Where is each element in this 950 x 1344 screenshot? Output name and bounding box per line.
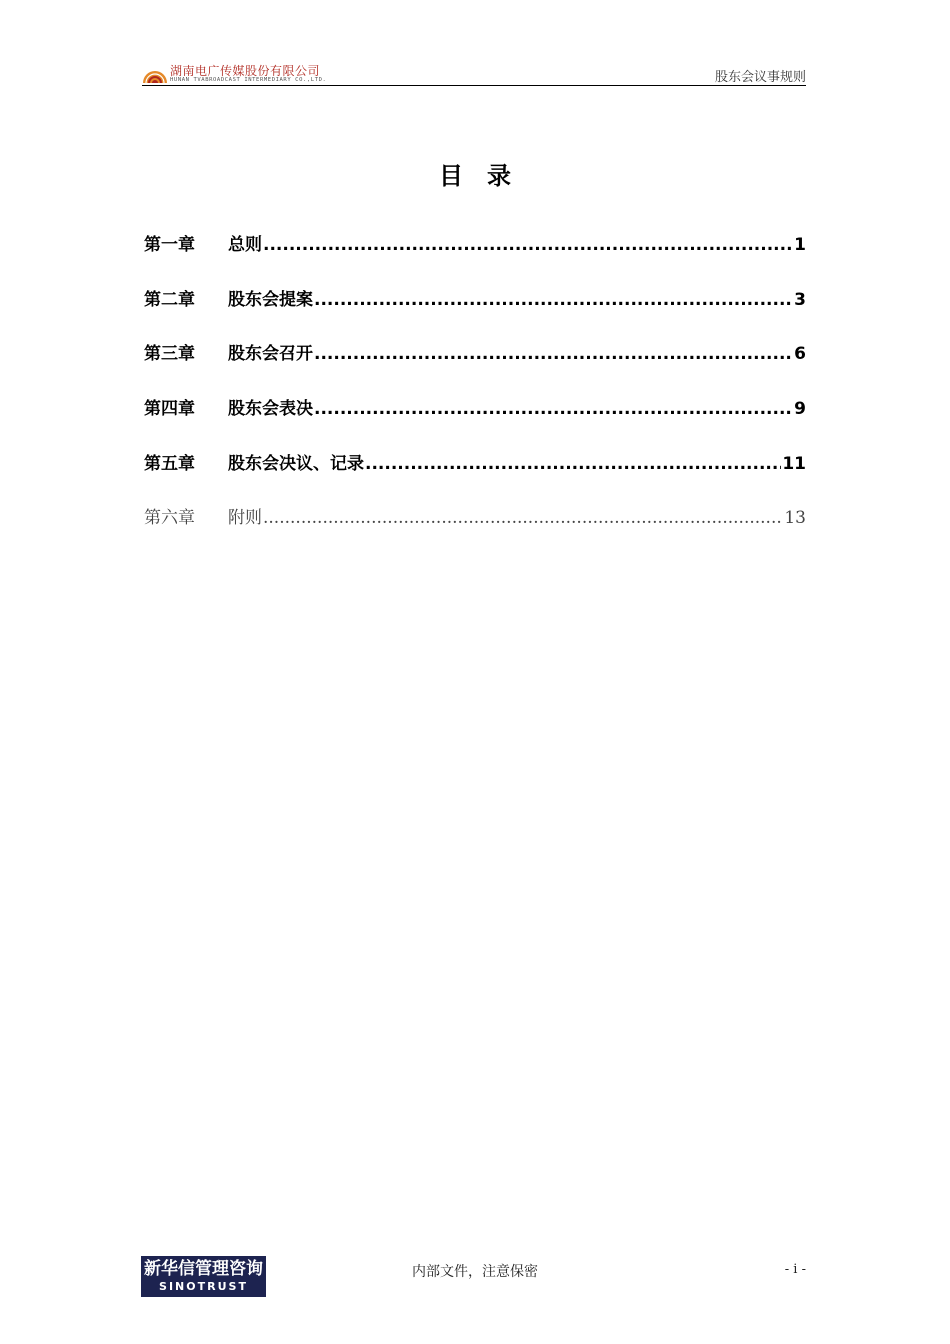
- toc-page-number: 3: [794, 289, 806, 310]
- toc-entry[interactable]: [144, 339, 806, 394]
- toc-entry[interactable]: [144, 394, 806, 449]
- toc-chapter-number: 第六章: [144, 508, 195, 529]
- toc-heading: 目录: [439, 162, 535, 190]
- toc-chapter-title: 股东会表决: [228, 399, 313, 420]
- toc-leader-dots: [365, 454, 781, 474]
- company-logo-icon: [142, 61, 168, 85]
- document-title: 股东会议事规则: [714, 70, 806, 85]
- consultant-logo-cn: 新华信管理咨询: [144, 1259, 263, 1279]
- confidentiality-notice: 内部文件，注意保密: [412, 1264, 538, 1280]
- toc-page-number: 6: [794, 344, 806, 365]
- toc-chapter-title: 附则: [228, 508, 262, 529]
- toc-page-number: 13: [784, 508, 806, 529]
- toc-page-number: 1: [794, 235, 806, 255]
- toc-leader-dots: [263, 508, 783, 528]
- toc-chapter-title: 总则: [228, 235, 262, 255]
- company-name-en: HUNAN TVABROADCAST INTERMEDIARY CO.,LTD.: [170, 77, 327, 83]
- company-name-cn: 湖南电广传媒股份有限公司: [170, 64, 321, 78]
- toc-entry[interactable]: [144, 285, 806, 340]
- toc-leader-dots: [314, 290, 793, 310]
- page-header: [142, 60, 806, 86]
- toc-leader-dots: [314, 344, 793, 364]
- toc-chapter-title: 股东会决议、记录: [228, 453, 364, 474]
- toc-entry[interactable]: [144, 503, 806, 558]
- toc-chapter-number: 第三章: [144, 344, 195, 365]
- toc-chapter-title: 股东会提案: [228, 289, 313, 310]
- toc-chapter-title: 股东会召开: [228, 344, 313, 365]
- toc-leader-dots: [314, 399, 793, 419]
- toc-page-number: 9: [794, 399, 806, 420]
- table-of-contents: [144, 230, 806, 558]
- toc-entry[interactable]: [144, 230, 806, 285]
- consultant-logo-en: SINOTRUST: [159, 1280, 248, 1293]
- toc-page-number: 11: [782, 453, 806, 474]
- toc-chapter-number: 第四章: [144, 399, 195, 420]
- toc-entry[interactable]: [144, 449, 806, 504]
- page-number: - i -: [784, 1262, 806, 1277]
- toc-chapter-number: 第二章: [144, 289, 195, 310]
- toc-chapter-number: 第五章: [144, 453, 195, 474]
- toc-leader-dots: [263, 235, 793, 255]
- toc-chapter-number: 第一章: [144, 235, 195, 255]
